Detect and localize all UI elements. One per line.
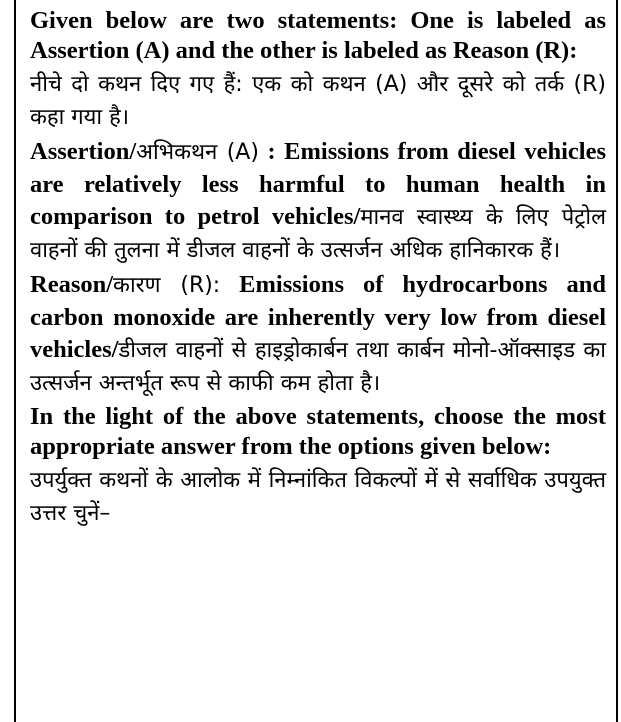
assertion-hindi: मानव स्वास्थ्य के लिए पेट्रोल वाहनों की तुलना में डीजल वाहनों के उत्सर्जन अधिक हानिकारक हैं। [30, 205, 606, 263]
assertion-label-english: Assertion/ [30, 138, 137, 165]
intro-english: Given below are two statements: One is labeled as Assertion (A) and the other is labeled as Reason (R): [30, 7, 606, 64]
assertion-statement [30, 136, 606, 267]
instruction-hindi-text: उपर्युक्त कथनों के आलोक में निम्नांकित विकल्पों में से सर्वाधिक उपयुक्त उत्तर चुनें– [30, 468, 606, 526]
reason-english: Emissions of hydrocarbons and carbon monoxide are inherently very low from diesel vehicles/ [30, 271, 606, 363]
instruction-hindi [30, 464, 606, 530]
assertion-separator: : [258, 138, 285, 165]
assertion-label-hindi: अभिकथन (A) [136, 140, 259, 165]
intro-hindi-text: नीचे दो कथन दिए गए हैं: एक को कथन (A) और दूसरे को तर्क (R) कहा गया है। [30, 72, 606, 130]
instruction-english: In the light of the above statements, choose the most appropriate answer from the options given below: [30, 403, 606, 460]
intro-hindi [30, 68, 606, 134]
question-panel [14, 0, 618, 722]
reason-label-hindi: कारण (R): [113, 273, 221, 298]
reason-hindi: डीजल वाहनों से हाइड्रोकार्बन तथा कार्बन मोनो-ऑक्साइड का उत्सर्जन अन्तर्भूत रूप से काफी कम होता है। [30, 338, 606, 396]
assertion-english: Emissions from diesel vehicles are relatively less harmful to human health in comparison to petrol vehicles/ [30, 138, 606, 230]
reason-label-english: Reason/ [30, 271, 114, 298]
reason-statement [30, 269, 606, 400]
